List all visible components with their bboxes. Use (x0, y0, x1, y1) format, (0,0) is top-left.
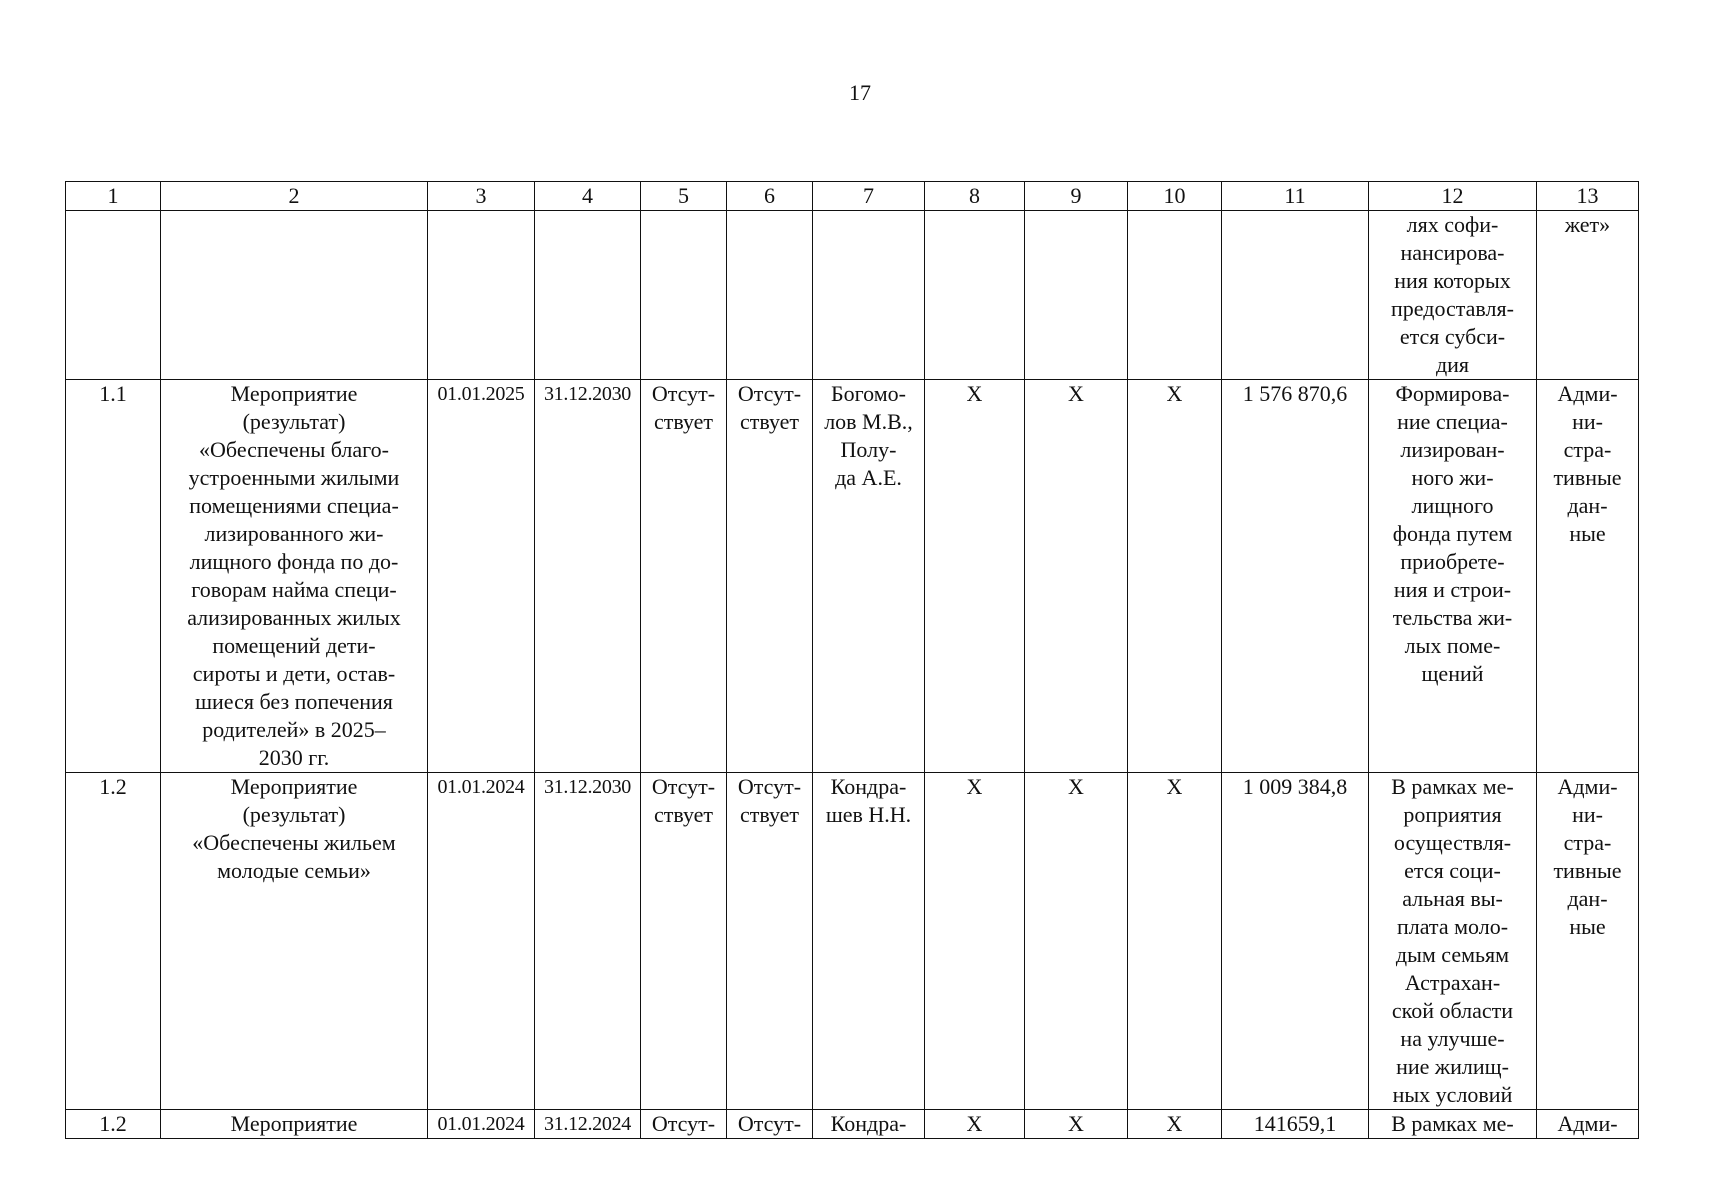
cell-col10: Х (1128, 380, 1222, 773)
table-row (66, 380, 1639, 773)
column-number: 10 (1128, 182, 1222, 211)
cell-responsible (813, 211, 925, 380)
cell-end-date: 31.12.2024 (535, 1110, 641, 1139)
cell-col10 (1128, 211, 1222, 380)
cell-col5 (641, 211, 727, 380)
cell-col5: Отсут- ствует (641, 380, 727, 773)
programme-table (65, 181, 1639, 1139)
cell-name: Мероприятие (161, 1110, 428, 1139)
cell-amount: 1 009 384,8 (1222, 773, 1369, 1110)
column-number: 8 (925, 182, 1025, 211)
cell-col6 (727, 211, 813, 380)
cell-col8: Х (925, 380, 1025, 773)
cell-col6: Отсут- ствует (727, 773, 813, 1110)
cell-start-date: 01.01.2024 (428, 773, 535, 1110)
column-number: 11 (1222, 182, 1369, 211)
cell-start-date: 01.01.2024 (428, 1110, 535, 1139)
cell-amount: 1 576 870,6 (1222, 380, 1369, 773)
cell-amount (1222, 211, 1369, 380)
cell-col6: Отсут- (727, 1110, 813, 1139)
cell-responsible: Кондра- (813, 1110, 925, 1139)
column-number: 4 (535, 182, 641, 211)
cell-index: 1.1 (66, 380, 161, 773)
table-row (66, 1110, 1639, 1139)
cell-end-date (535, 211, 641, 380)
cell-col9: Х (1025, 773, 1128, 1110)
page-number: 17 (849, 80, 871, 105)
cell-source: Адми- ни- стра- тивные дан- ные (1537, 773, 1639, 1110)
cell-col9: Х (1025, 1110, 1128, 1139)
cell-description: В рамках ме- роприятия осуществля- ется соци- альная вы- плата моло- дым семьям Астрахан- ской области на улучше- ние жилищ- ных условий (1369, 773, 1537, 1110)
cell-start-date: 01.01.2025 (428, 380, 535, 773)
cell-start-date (428, 211, 535, 380)
cell-source: Адми- (1537, 1110, 1639, 1139)
column-number: 6 (727, 182, 813, 211)
column-number: 1 (66, 182, 161, 211)
cell-name (161, 211, 428, 380)
column-number: 12 (1369, 182, 1537, 211)
cell-col5: Отсут- (641, 1110, 727, 1139)
cell-description: В рамках ме- (1369, 1110, 1537, 1139)
cell-name: Мероприятие (результат) «Обеспечены благо- устроенными жилыми помещениями специа- лизированного жи- лищного фонда по до- говорам найма специ- ализированных жилых помещений дети- сироты и дети, остав- шиеся без попечения родителей» в 2025– 2030 гг. (161, 380, 428, 773)
column-number: 5 (641, 182, 727, 211)
cell-col8 (925, 211, 1025, 380)
cell-col9 (1025, 211, 1128, 380)
cell-source: жет» (1537, 211, 1639, 380)
column-number-row (66, 182, 1639, 211)
cell-col10: Х (1128, 1110, 1222, 1139)
cell-name: Мероприятие (результат) «Обеспечены жильем молодые семьи» (161, 773, 428, 1110)
cell-col6: Отсут- ствует (727, 380, 813, 773)
cell-index: 1.2 (66, 773, 161, 1110)
cell-col8: Х (925, 1110, 1025, 1139)
column-number: 9 (1025, 182, 1128, 211)
cell-description: Формирова- ние специа- лизирован- ного жи- лищного фонда путем приобрете- ния и строи- тельства жи- лых поме- щений (1369, 380, 1537, 773)
table-row (66, 211, 1639, 380)
column-number: 3 (428, 182, 535, 211)
cell-col10: Х (1128, 773, 1222, 1110)
column-number: 2 (161, 182, 428, 211)
column-number: 13 (1537, 182, 1639, 211)
cell-end-date: 31.12.2030 (535, 773, 641, 1110)
cell-amount: 141659,1 (1222, 1110, 1369, 1139)
cell-responsible: Богомо- лов М.В., Полу- да А.Е. (813, 380, 925, 773)
cell-col8: Х (925, 773, 1025, 1110)
column-number: 7 (813, 182, 925, 211)
cell-col9: Х (1025, 380, 1128, 773)
cell-responsible: Кондра- шев Н.Н. (813, 773, 925, 1110)
cell-index (66, 211, 161, 380)
cell-index: 1.2 (66, 1110, 161, 1139)
table-row (66, 773, 1639, 1110)
cell-source: Адми- ни- стра- тивные дан- ные (1537, 380, 1639, 773)
cell-col5: Отсут- ствует (641, 773, 727, 1110)
cell-end-date: 31.12.2030 (535, 380, 641, 773)
cell-description: лях софи- нансирова- ния которых предоставля- ется субси- дия (1369, 211, 1537, 380)
